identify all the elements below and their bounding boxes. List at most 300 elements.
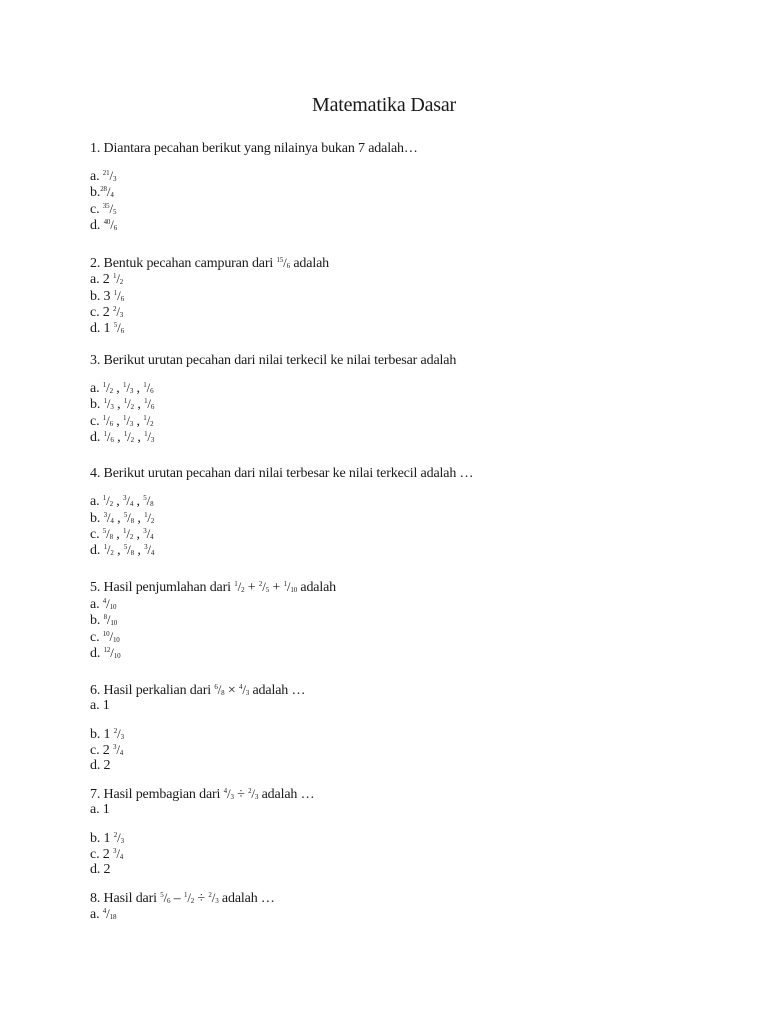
fraction-denominator: 5 [112,208,117,216]
answer-option [90,168,116,185]
fraction-slash: / [217,682,222,697]
fraction [276,256,290,271]
text-run: adalah … [218,891,275,906]
fraction-slash: / [106,429,111,444]
fraction [284,580,298,595]
text-run: c. 2 [90,743,113,758]
fraction-denominator: 6 [120,327,124,335]
fraction-slash: / [126,413,130,428]
fraction [114,727,124,742]
text-run: d. 1 [90,321,114,336]
answer-option [90,645,120,662]
fraction [144,397,154,412]
fraction-slash: / [283,255,287,270]
fraction-slash: / [106,612,111,627]
fraction-slash: / [106,380,110,395]
fraction-denominator: 6 [286,262,290,270]
fraction-denominator: 8 [150,500,154,508]
fraction [113,305,123,320]
fraction-numerator: 4 [102,597,107,605]
text-run: adalah … [249,683,306,698]
fraction [259,580,269,595]
text-run: d. [90,430,104,445]
answer-option [90,429,154,446]
fraction-numerator: 2 [113,727,118,735]
fraction-slash: / [117,830,121,845]
fraction-numerator: 1 [144,511,148,519]
fraction-slash: / [106,526,110,541]
fraction-denominator: 8 [130,517,134,525]
fraction-denominator: 6 [150,403,155,411]
answer-option [90,862,110,878]
fraction-numerator: 1 [103,397,107,405]
text-run: 3. Berikut urutan pecahan dari nilai terkecil ke nilai terbesar adalah [90,353,457,368]
fraction-numerator: 1 [103,430,107,438]
fraction-slash: / [116,742,120,757]
fraction-slash: / [187,890,191,905]
fraction-numerator: 1 [102,414,107,422]
fraction-numerator: 1 [144,397,148,405]
fraction-numerator: 3 [112,847,117,855]
fraction-slash: / [117,320,121,335]
fraction-slash: / [211,890,216,905]
fraction-numerator: 6 [214,683,218,691]
fraction-numerator: 1 [102,381,107,389]
fraction [103,597,117,612]
fraction [103,169,117,184]
text-run: a. 2 [90,272,113,287]
fraction [143,414,153,429]
fraction-denominator: 6 [110,436,114,444]
text-run: , [133,381,144,396]
fraction-numerator: 1 [112,272,117,280]
fraction-denominator: 6 [150,387,154,395]
question-text [90,255,329,272]
text-run: d. 2 [90,862,111,877]
answer-option [90,612,117,629]
fraction-numerator: 1 [283,580,287,588]
fraction-denominator: 10 [290,586,298,594]
answer-option [90,742,123,759]
fraction [248,787,258,802]
fraction [113,272,123,287]
fraction-numerator: 1 [113,289,118,297]
fraction [123,381,133,396]
fraction-slash: / [227,786,231,801]
fraction-slash: / [146,493,151,508]
text-run: b. [90,397,104,412]
fraction [124,397,134,412]
fraction [103,527,113,542]
fraction [144,430,154,445]
fraction-denominator: 3 [215,897,219,905]
fraction-denominator: 3 [245,689,250,697]
text-run: , [113,511,124,526]
fraction-slash: / [109,629,113,644]
text-run: b. [90,613,104,628]
fraction-numerator: 2 [258,580,263,588]
fraction-slash: / [163,890,168,905]
fraction-slash: / [106,493,110,508]
fraction-numerator: 1 [143,414,147,422]
fraction [214,683,224,698]
fraction [208,891,218,906]
fraction-numerator: 10 [102,630,110,638]
fraction [114,831,124,846]
fraction-slash: / [109,201,113,216]
fraction-numerator: 5 [143,494,147,502]
fraction-denominator: 10 [113,652,121,660]
fraction-denominator: 6 [167,897,171,905]
text-run: c. [90,414,103,429]
fraction-slash: / [127,542,131,557]
fraction-slash: / [106,596,110,611]
fraction [104,543,114,558]
text-run: 5. Hasil penjumlahan dari [90,580,235,595]
fraction [104,218,118,233]
fraction-numerator: 3 [103,511,107,519]
fraction-slash: / [146,526,151,541]
text-run: × [224,683,239,698]
text-run: c. 2 [90,305,113,320]
text-run: 2. Bentuk pecahan campuran dari [90,256,277,271]
text-run: b. [90,185,101,200]
fraction-denominator: 3 [110,403,114,411]
answer-option [90,802,110,818]
answer-option [90,396,154,413]
question-text [90,141,418,157]
fraction-denominator: 2 [150,517,155,525]
answer-option [90,629,120,646]
fraction-numerator: 1 [183,891,188,899]
question-text [90,353,456,369]
text-run: a. 1 [90,802,110,817]
fraction-denominator: 4 [119,853,124,861]
text-run: d. [90,543,104,558]
fraction-slash: / [126,380,130,395]
page-title: Matematika Dasar [312,94,456,116]
fraction-slash: / [127,429,131,444]
fraction-slash: / [110,645,114,660]
answer-option [90,217,117,234]
fraction-denominator: 2 [129,533,134,541]
text-run: adalah [297,580,337,595]
text-run: , [134,397,145,412]
text-run: a. [90,597,103,612]
fraction [224,787,234,802]
fraction-slash: / [126,493,130,508]
fraction [144,543,154,558]
fraction-slash: / [147,510,151,525]
fraction-slash: / [116,304,120,319]
fraction-denominator: 4 [150,533,154,541]
fraction [103,494,113,509]
fraction-numerator: 15 [276,256,284,264]
answer-option [90,201,116,218]
fraction-denominator: 2 [190,897,195,905]
question-text [90,682,305,699]
fraction-numerator: 40 [103,218,111,226]
fraction-denominator: 8 [130,549,134,557]
fraction [104,646,121,661]
fraction [113,743,123,758]
fraction-denominator: 3 [120,733,124,741]
fraction-denominator: 6 [120,295,124,303]
fraction-denominator: 6 [113,224,118,232]
fraction-numerator: 1 [143,381,147,389]
answer-option [90,510,154,527]
fraction-numerator: 12 [103,646,111,654]
fraction [103,907,117,922]
text-run: , [112,527,124,542]
fraction [103,630,120,645]
fraction [143,527,153,542]
fraction-slash: / [109,168,113,183]
fraction [113,847,123,862]
fraction-slash: / [116,846,120,861]
fraction-denominator: 10 [109,603,117,611]
text-run: d. 2 [90,758,111,773]
text-run: – [170,891,184,906]
fraction [124,511,134,526]
fraction-slash: / [116,271,120,286]
fraction-denominator: 18 [109,913,117,921]
fraction-slash: / [117,288,121,303]
answer-option [90,758,110,774]
text-run: d. [90,218,104,233]
fraction-denominator: 4 [129,500,134,508]
text-run: + [269,580,284,595]
text-run: , [112,494,124,509]
fraction-slash: / [251,786,255,801]
answer-option [90,526,153,543]
fraction [160,891,170,906]
text-run: + [244,580,259,595]
fraction-denominator: 2 [109,500,113,508]
fraction-numerator: 3 [112,743,117,751]
text-run: , [113,543,124,558]
text-run: c. [90,527,103,542]
fraction-slash: / [147,429,151,444]
fraction [143,494,153,509]
text-run: , [134,511,145,526]
text-run: 7. Hasil pembagian dari [90,787,224,802]
fraction [104,397,114,412]
fraction-numerator: 1 [123,527,127,535]
text-run: d. [90,646,104,661]
text-run: adalah … [258,787,315,802]
fraction-denominator: 3 [254,793,259,801]
text-run: 4. Berikut urutan pecahan dari nilai terbesar ke nilai terkecil adalah … [90,466,474,481]
fraction [124,543,134,558]
question-text [90,786,314,803]
text-run: , [112,381,124,396]
fraction-denominator: 10 [112,636,120,644]
fraction-denominator: 3 [230,793,234,801]
text-run: b. 3 [90,289,114,304]
fraction-denominator: 2 [130,436,134,444]
fraction-numerator: 2 [248,787,252,795]
fraction-slash: / [106,510,111,525]
fraction [184,891,194,906]
fraction-denominator: 3 [150,436,155,444]
fraction-denominator: 4 [110,191,114,199]
fraction-numerator: 5 [123,543,128,551]
fraction-denominator: 2 [241,586,245,594]
fraction-denominator: 6 [109,420,113,428]
fraction-numerator: 3 [123,494,127,502]
fraction-numerator: 4 [223,787,227,795]
fraction [234,580,244,595]
fraction-slash: / [117,726,121,741]
answer-option [90,596,116,613]
fraction [103,202,117,217]
fraction-slash: / [237,579,242,594]
fraction-slash: / [106,184,111,199]
fraction-numerator: 4 [238,683,243,691]
fraction [104,430,114,445]
text-run: b. [90,511,104,526]
fraction [100,185,114,200]
fraction [103,381,113,396]
fraction-denominator: 5 [265,586,270,594]
question-text [90,890,275,907]
text-run: a. [90,169,103,184]
fraction-slash: / [127,510,131,525]
fraction [104,613,118,628]
fraction [103,414,113,429]
text-run: c. [90,630,103,645]
fraction-slash: / [106,542,111,557]
fraction-denominator: 3 [112,175,117,183]
fraction-numerator: 8 [103,613,107,621]
text-run: , [133,494,144,509]
question-text [90,466,473,482]
fraction-slash: / [146,380,151,395]
fraction [123,494,133,509]
text-run: , [113,430,124,445]
text-run: a. [90,494,103,509]
fraction-numerator: 5 [160,891,164,899]
fraction-numerator: 21 [102,169,110,177]
fraction-slash: / [262,579,266,594]
fraction-numerator: 1 [123,414,127,422]
answer-option [90,320,124,337]
fraction-numerator: 1 [123,430,128,438]
answer-option [90,846,123,863]
fraction [124,430,134,445]
fraction [123,527,133,542]
text-run: adalah [290,256,329,271]
fraction-denominator: 4 [110,517,114,525]
fraction-numerator: 1 [234,580,238,588]
fraction-slash: / [146,413,151,428]
answer-option [90,906,116,923]
answer-option [90,184,114,201]
fraction [239,683,249,698]
fraction-slash: / [106,413,110,428]
text-run: a. [90,907,103,922]
answer-option [90,542,154,559]
answer-option [90,304,123,321]
fraction-numerator: 2 [208,891,212,899]
text-run: 1. Diantara pecahan berikut yang nilainya bukan 7 adalah… [90,141,418,156]
fraction [143,381,153,396]
fraction-denominator: 2 [110,549,114,557]
text-run: c. [90,202,103,217]
answer-option [90,698,110,714]
text-run: , [134,543,145,558]
answer-option [90,726,124,743]
fraction-numerator: 2 [113,831,118,839]
answer-option [90,271,123,288]
fraction-denominator: 4 [119,749,124,757]
fraction-denominator: 2 [130,403,134,411]
fraction-slash: / [147,542,151,557]
fraction-numerator: 3 [144,543,148,551]
fraction-denominator: 8 [109,533,113,541]
answer-option [90,288,124,305]
fraction-numerator: 1 [103,543,107,551]
fraction-numerator: 1 [144,430,148,438]
text-run: , [113,397,124,412]
fraction [123,414,133,429]
fraction-numerator: 5 [102,527,107,535]
text-run: , [133,527,144,542]
fraction [104,511,114,526]
text-run: 8. Hasil dari [90,891,161,906]
answer-option [90,413,153,430]
text-run: a. 1 [90,698,110,713]
text-run: ÷ [233,787,249,802]
text-run: , [133,414,144,429]
fraction-numerator: 4 [102,907,107,915]
fraction-denominator: 2 [119,278,124,286]
fraction-slash: / [286,579,291,594]
text-run: 6. Hasil perkalian dari [90,683,215,698]
text-run: b. 1 [90,831,114,846]
fraction-denominator: 4 [150,549,155,557]
text-run: , [134,430,145,445]
answer-option [90,830,124,847]
fraction-denominator: 10 [110,619,118,627]
answer-option [90,380,153,397]
fraction-numerator: 1 [123,381,127,389]
answer-option [90,493,153,510]
fraction-slash: / [127,396,131,411]
fraction [114,289,124,304]
fraction-slash: / [242,682,246,697]
question-text [90,579,336,596]
fraction-numerator: 35 [102,202,110,210]
fraction-numerator: 28 [100,185,107,193]
fraction-denominator: 3 [129,387,134,395]
fraction-denominator: 3 [129,420,134,428]
fraction-numerator: 1 [102,494,107,502]
fraction-slash: / [106,906,110,921]
text-run: ÷ [194,891,209,906]
fraction-numerator: 3 [143,527,147,535]
fraction-numerator: 1 [123,397,128,405]
text-run: c. 2 [90,847,113,862]
fraction-numerator: 2 [112,305,117,313]
text-run: a. [90,381,103,396]
text-run: , [112,414,124,429]
fraction-numerator: 5 [113,321,118,329]
text-run: b. 1 [90,727,114,742]
fraction-denominator: 2 [109,387,113,395]
fraction [144,511,154,526]
